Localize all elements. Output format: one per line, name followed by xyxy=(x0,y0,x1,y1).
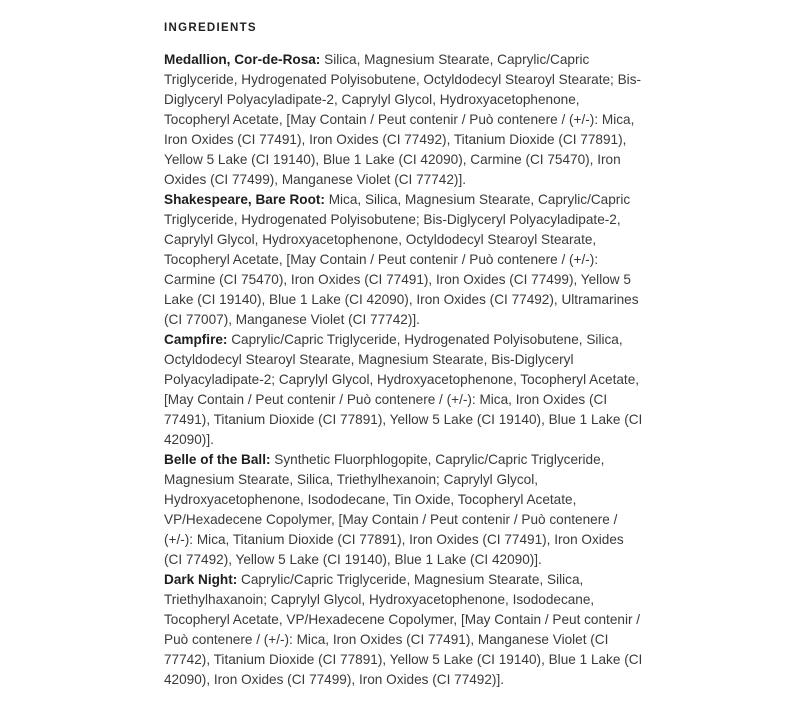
ingredient-entry xyxy=(164,450,644,570)
product-name: Medallion, Cor-de-Rosa: xyxy=(164,52,321,67)
ingredient-entry xyxy=(164,330,644,450)
ingredient-list: Caprylic/Capric Triglyceride, Magnesium Stearate, Silica, Triethylhaxanoin; Caprylyl Glycol, Hydroxyacetophenone, Isododecane, Tocopheryl Acetate, VP/Hexadecene Copolymer, [May Contain / Peut contenir / Può contenere / (+/-): Mica, Iron Oxides (CI 77491), Manganese Violet (CI 77742), Titanium Dioxide (CI 77891), Yellow 5 Lake (CI 19140), Blue 1 Lake (CI 42090), Iron Oxides (CI 77499), Iron Oxides (CI 77492)]. xyxy=(164,572,643,687)
section-title: INGREDIENTS xyxy=(164,22,257,34)
product-name: Shakespeare, Bare Root: xyxy=(164,192,325,207)
ingredient-list: Synthetic Fluorphlogopite, Caprylic/Capric Triglyceride, Magnesium Stearate, Silica, Triethylhexanoin; Caprylyl Glycol, Hydroxyacetophenone, Isododecane, Tin Oxide, Tocopheryl Acetate, VP/Hexadecene Copolymer, [May Contain / Peut contenir / Può contenere / (+/-): Mica, Titanium Dioxide (CI 77891), Iron Oxides (CI 77491), Iron Oxides (CI 77492), Yellow 5 Lake (CI 19140), Blue 1 Lake (CI 42090)]. xyxy=(164,452,624,567)
ingredient-list: Silica, Magnesium Stearate, Caprylic/Capric Triglyceride, Hydrogenated Polyisobutene, Octyldodecyl Stearoyl Stearate; Bis-Diglyceryl Polyacyladipate-2, Caprylyl Glycol, Hydroxyacetophenone, Tocopheryl Acetate, [May Contain / Peut contenir / Può contenere / (+/-): Mica, Iron Oxides (CI 77491), Iron Oxides (CI 77492), Titanium Dioxide (CI 77891), Yellow 5 Lake (CI 19140), Blue 1 Lake (CI 42090), Carmine (CI 75470), Iron Oxides (CI 77499), Manganese Violet (CI 77742)]. xyxy=(164,52,642,187)
product-name: Campfire: xyxy=(164,332,228,347)
ingredient-entry xyxy=(164,50,644,190)
ingredient-entry xyxy=(164,570,644,690)
ingredient-entry xyxy=(164,190,644,330)
ingredient-list: Mica, Silica, Magnesium Stearate, Caprylic/Capric Triglyceride, Hydrogenated Polyisobutene; Bis-Diglyceryl Polyacyladipate-2, Caprylyl Glycol, Hydroxyacetophenone, Octyldodecyl Stearoyl Stearate, Tocopheryl Acetate, [May Contain / Peut contenir / Può contenere / (+/-): Carmine (CI 75470), Iron Oxides (CI 77491), Iron Oxides (CI 77499), Yellow 5 Lake (CI 19140), Blue 1 Lake (CI 42090), Iron Oxides (CI 77492), Ultramarines (CI 77007), Manganese Violet (CI 77742)]. xyxy=(164,192,639,327)
product-name: Dark Night: xyxy=(164,572,238,587)
ingredients-section xyxy=(164,20,644,690)
ingredient-list: Caprylic/Capric Triglyceride, Hydrogenated Polyisobutene, Silica, Octyldodecyl Stearoyl Stearate, Magnesium Stearate, Bis-Diglyceryl Polyacyladipate-2; Caprylyl Glycol, Hydroxyacetophenone, Tocopheryl Acetate, [May Contain / Peut contenir / Può contenere / (+/-): Mica, Iron Oxides (CI 77491), Titanium Dioxide (CI 77891), Yellow 5 Lake (CI 19140), Blue 1 Lake (CI 42090)]. xyxy=(164,332,643,447)
product-name: Belle of the Ball: xyxy=(164,452,271,467)
